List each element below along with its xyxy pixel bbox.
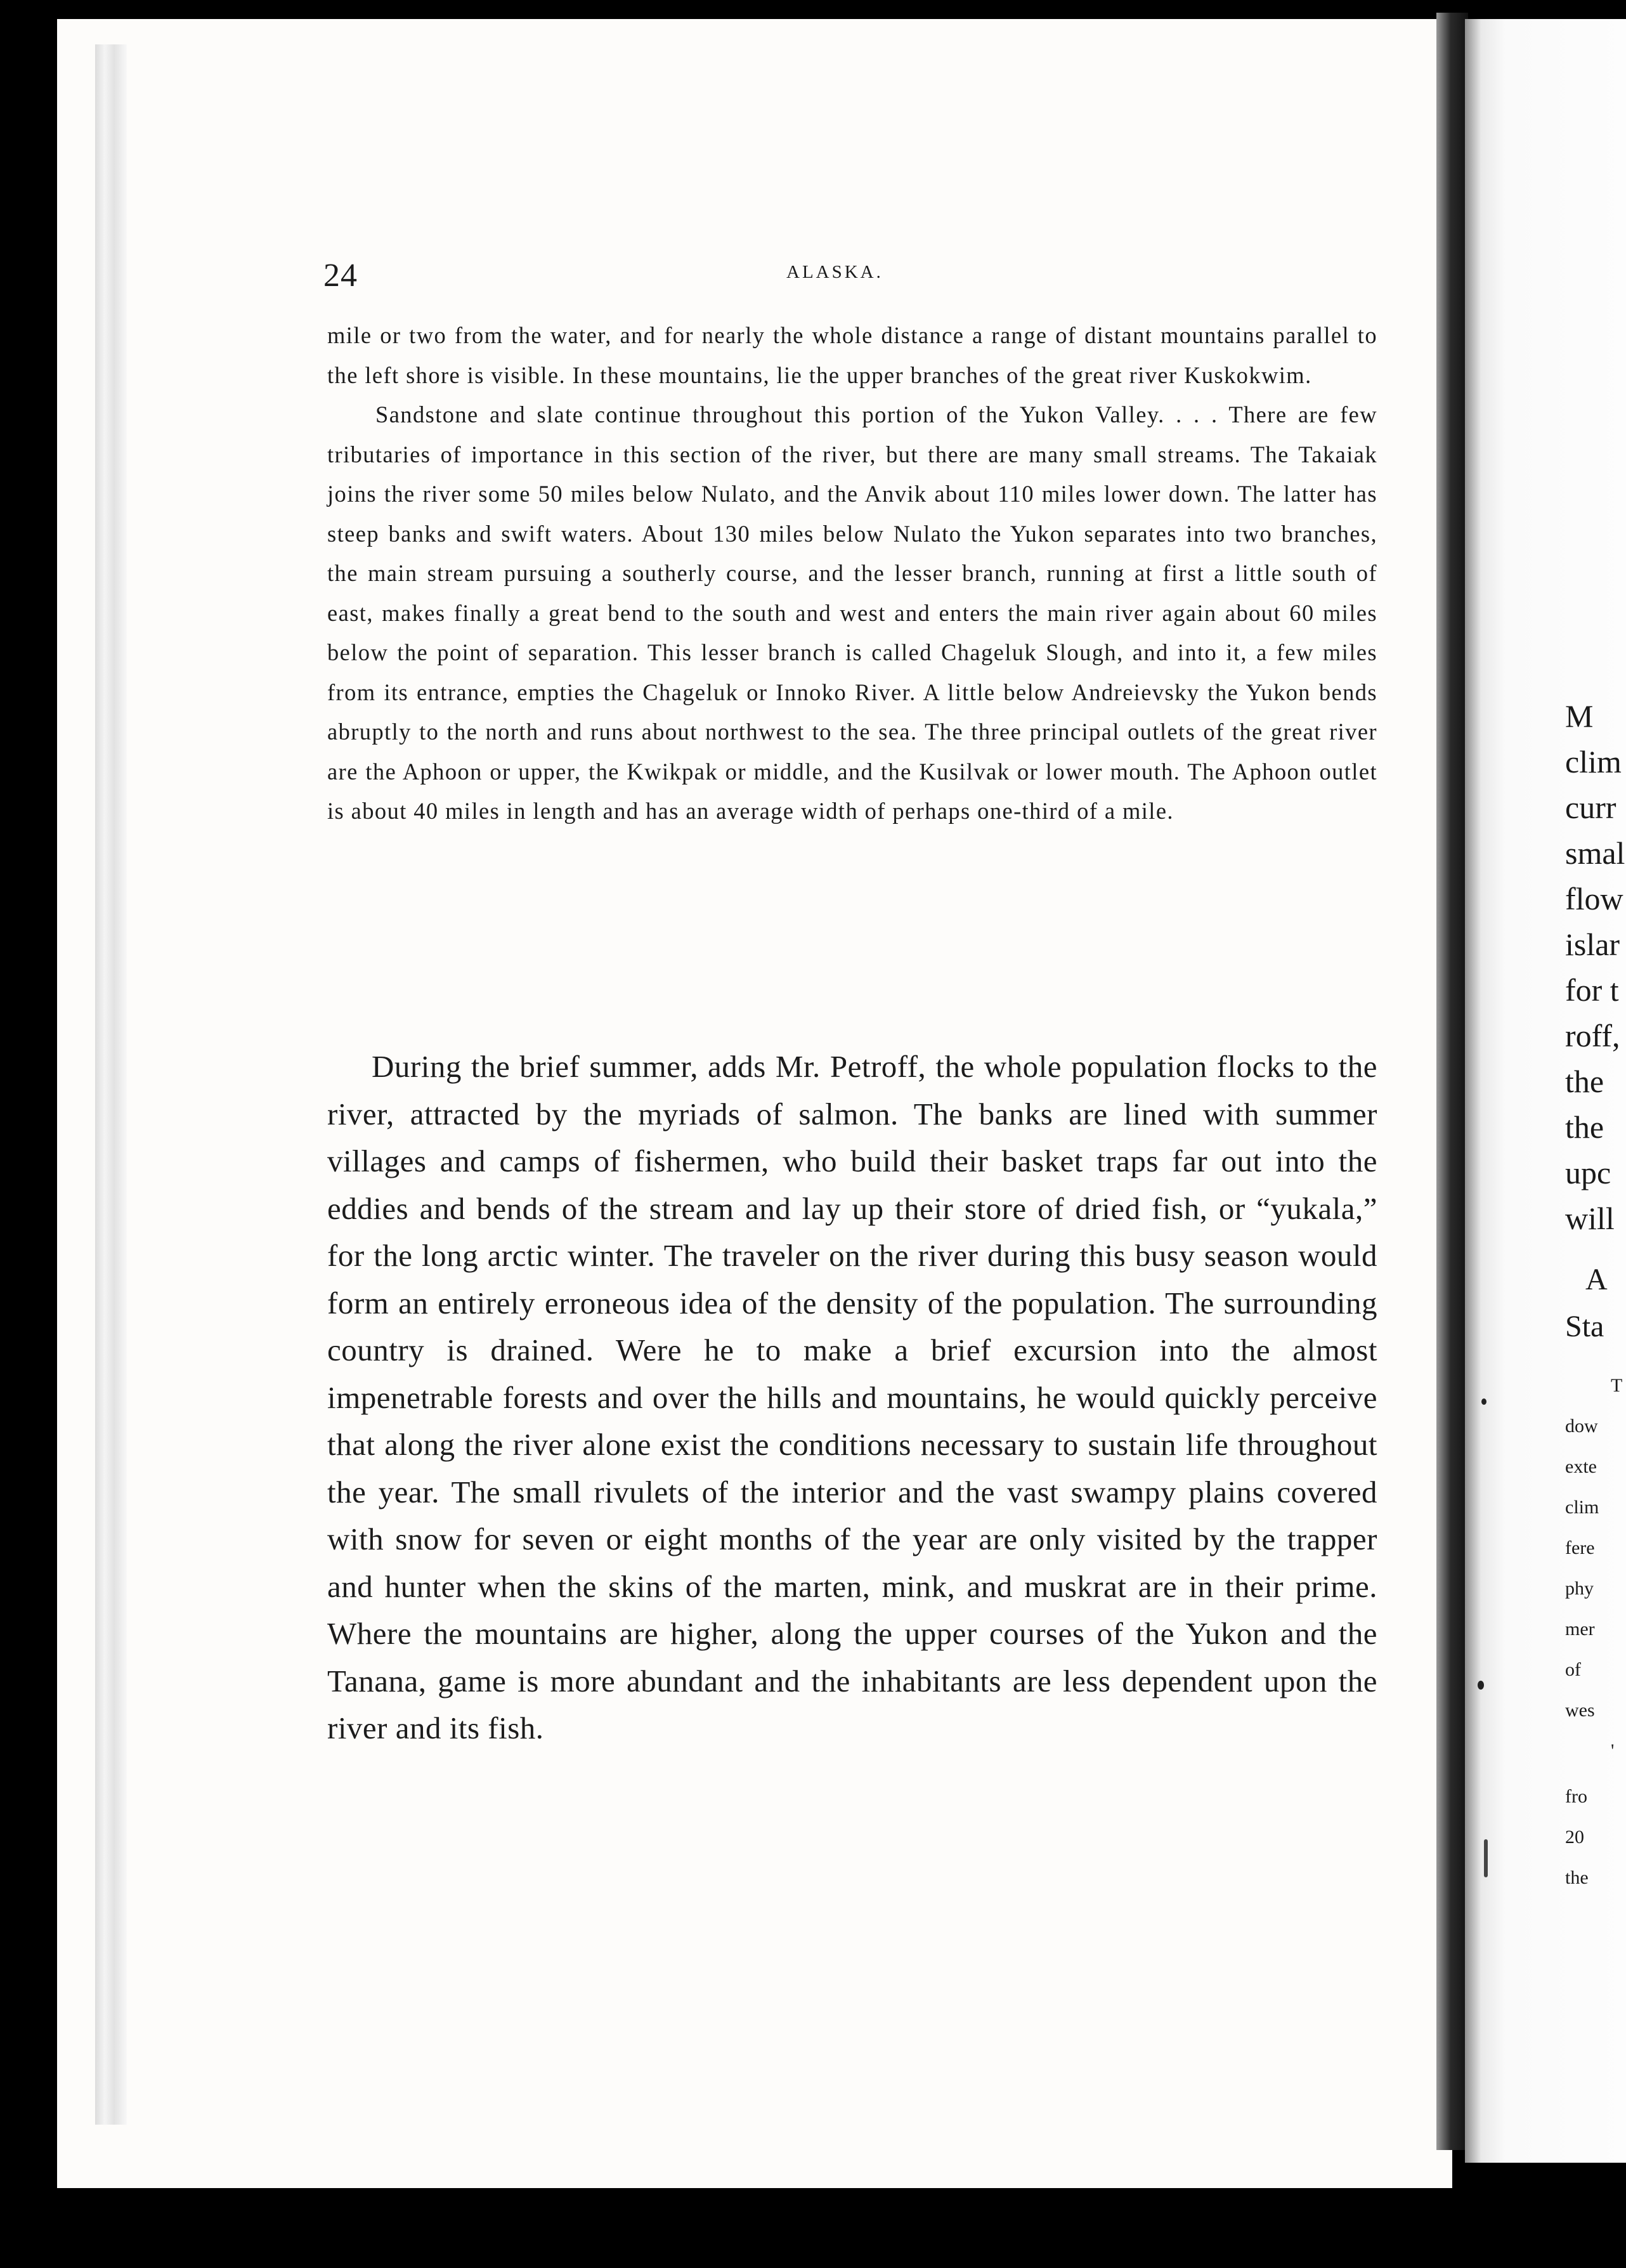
facing-page-line: A bbox=[1585, 1263, 1608, 1296]
facing-page-line: phy bbox=[1565, 1578, 1594, 1599]
facing-page-line: M bbox=[1565, 698, 1594, 734]
facing-page-line: wes bbox=[1565, 1700, 1595, 1721]
body-text bbox=[327, 1043, 1377, 1752]
facing-page-line: for t bbox=[1565, 972, 1619, 1008]
facing-page-line: islar bbox=[1565, 927, 1620, 962]
page-stack-edge bbox=[95, 44, 127, 2125]
facing-page-line: T bbox=[1611, 1375, 1623, 1396]
facing-page-line: clim bbox=[1565, 744, 1622, 779]
facing-page-line: of bbox=[1565, 1659, 1581, 1680]
facing-page-line: smal bbox=[1565, 835, 1625, 871]
facing-page-line: curr bbox=[1565, 790, 1616, 825]
facing-page-line: Sta bbox=[1565, 1310, 1604, 1343]
facing-page-line: flow bbox=[1565, 881, 1623, 916]
quoted-paragraph: mile or two from the water, and for nearly the whole distance a range of distant mountains parallel to the left shore is visible. In these mountains, lie the upper branches of the great river Kuskokwim. bbox=[327, 322, 1377, 388]
facing-page-line: 20 bbox=[1565, 1827, 1584, 1848]
running-head-title: ALASKA. bbox=[786, 262, 883, 282]
page-number: 24 bbox=[323, 257, 358, 294]
quoted-paragraph: Sandstone and slate continue throughout this portion of the Yukon Valley. . . . There are few tributaries of importance in this section of the river, but there are many small streams. The Takaiak joins the river some 50 miles below Nulato, and the Anvik about 110 miles lower down. The latter has steep banks and swift waters. About 130 miles below Nulato the Yukon separates into two branches, the main stream pursuing a southerly course, and the lesser branch, running at first a little south of east, makes finally a great bend to the south and west and enters the main river again about 60 miles below the point of separation. This lesser branch is called Chageluk Slough, and into it, a few miles from its entrance, empties the Chageluk or Innoko River. A little below Andreievsky the Yukon bends abruptly to the north and runs about northwest to the sea. The three principal outlets of the great river are the Aphoon or upper, the Kwikpak or middle, and the Kusilvak or lower mouth. The Aphoon outlet is about 40 miles in length and has an average width of perhaps one-third of a mile. bbox=[327, 401, 1377, 824]
facing-page-line: will bbox=[1565, 1201, 1615, 1236]
facing-page-line: the bbox=[1565, 1109, 1604, 1145]
facing-page-line: the bbox=[1565, 1064, 1604, 1099]
quoted-passage bbox=[327, 316, 1377, 831]
running-head bbox=[323, 257, 1376, 295]
facing-page-line: fro bbox=[1565, 1786, 1587, 1807]
facing-page-line: ' bbox=[1611, 1740, 1615, 1761]
facing-page-line: clim bbox=[1565, 1497, 1599, 1518]
scan-speck bbox=[1478, 1681, 1484, 1690]
facing-page-line: dow bbox=[1565, 1416, 1598, 1437]
body-paragraph: During the brief summer, adds Mr. Petroff, the whole population flocks to the river, attracted by the myriads of salmon. The banks are lined with summer villages and camps of fishermen, who build their basket traps far out into the eddies and bends of the stream and lay up their store of dried fish, or “yukala,” for the long arctic winter. The traveler on the river during this busy season would form an entirely erroneous idea of the density of the population. The surrounding country is drained. Were he to make a brief excursion into the almost impenetrable forests and over the hills and mountains, he would quickly perceive that along the river alone exist the conditions necessary to sustain life throughout the year. The small rivulets of the interior and the vast swampy plains covered with snow for seven or eight months of the year are only visited by the trapper and hunter when the skins of the marten, mink, and muskrat are in their prime. Where the mountains are higher, along the upper courses of the Yukon and the Tanana, game is more abundant and the inhabitants are less dependent upon the river and its fish. bbox=[327, 1049, 1377, 1745]
facing-page-line: the bbox=[1565, 1867, 1589, 1888]
facing-page-line: roff, bbox=[1565, 1018, 1620, 1053]
facing-page-line: mer bbox=[1565, 1619, 1595, 1639]
book-gutter bbox=[1436, 13, 1468, 2150]
facing-page-line: upc bbox=[1565, 1155, 1611, 1190]
facing-page-line: exte bbox=[1565, 1456, 1597, 1477]
facing-page-line: fere bbox=[1565, 1537, 1595, 1558]
scan-speck bbox=[1481, 1398, 1486, 1405]
scan-speck bbox=[1484, 1839, 1488, 1877]
